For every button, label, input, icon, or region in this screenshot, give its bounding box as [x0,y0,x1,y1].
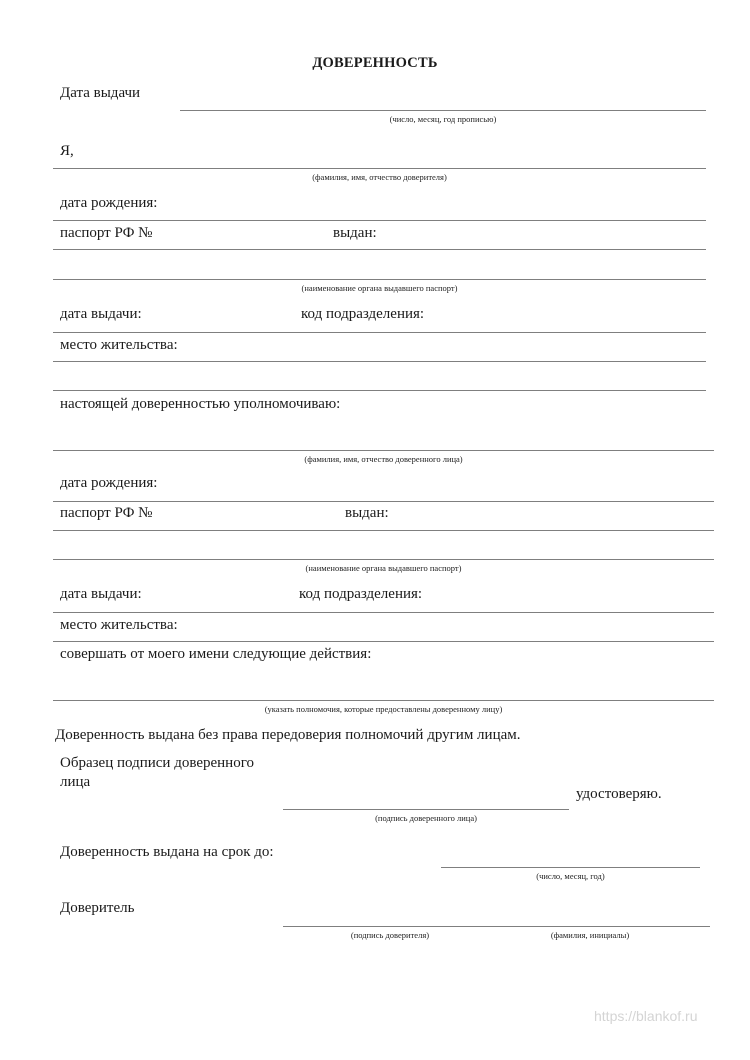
principal-passport-issue-date-field[interactable] [53,332,706,333]
issue-date-caption: (число, месяц, год прописью) [389,114,497,124]
validity-label: Доверенность выдана на срок до: [60,844,274,860]
attorney-passport-issue-date-field[interactable] [53,612,714,613]
principal-passport-issue-date-label: дата выдачи: [60,306,142,322]
principal-signature-label: Доверитель [60,900,135,916]
attorney-issuer-caption: (наименование органа выдавшего паспорт) [305,563,462,573]
attorney-issuer-field[interactable] [53,559,714,560]
attorney-residence-label: место жительства: [60,617,178,633]
principal-passport-label: паспорт РФ № [60,225,153,241]
signature-sample-label-line2: лица [60,774,91,790]
attorney-signature-field[interactable] [283,809,569,810]
actions-field[interactable] [53,700,714,701]
attorney-birth-date-field[interactable] [53,501,714,502]
principal-residence-field-2[interactable] [53,390,706,391]
principal-issuer-field[interactable] [53,279,706,280]
attorney-passport-issue-date-label: дата выдачи: [60,586,142,602]
principal-division-code-label: код подразделения: [301,306,425,322]
principal-intro: Я, [60,143,74,159]
issue-date-field[interactable] [180,110,706,111]
attorney-passport-field[interactable] [53,530,714,531]
authorize-text: настоящей доверенностью уполномочиваю: [60,396,341,412]
validity-date-caption: (число, месяц, год) [536,871,605,881]
issue-date-label: Дата выдачи [60,85,141,101]
principal-residence-label: место жительства: [60,337,178,353]
signature-sample-label-line1: Образец подписи доверенного [60,755,254,771]
attorney-name-field[interactable] [53,450,714,451]
principal-name-caption: (фамилия, имя, отчество доверителя) [312,172,447,182]
attorney-division-code-label: код подразделения: [299,586,423,602]
attorney-birth-date-label: дата рождения: [60,475,158,491]
attorney-signature-caption: (подпись доверенного лица) [375,813,477,823]
principal-name-field[interactable] [53,168,706,169]
principal-birth-date-label: дата рождения: [60,195,158,211]
no-substitution-text: Доверенность выдана без права передоверия полномочий другим лицам. [55,727,521,743]
attorney-name-caption: (фамилия, имя, отчество доверенного лица) [304,454,463,464]
actions-label: совершать от моего имени следующие действия: [60,646,372,662]
principal-issued-by-label: выдан: [333,225,377,241]
watermark-url: https://blankof.ru [594,1008,698,1024]
validity-date-field[interactable] [441,867,700,868]
attorney-residence-field[interactable] [53,641,714,642]
certify-text: удостоверяю. [576,786,662,802]
principal-birth-date-field[interactable] [53,220,706,221]
principal-signature-caption: (подпись доверителя) [350,930,430,940]
principal-residence-field[interactable] [53,361,706,362]
document-title: ДОВЕРЕННОСТЬ [312,55,438,71]
attorney-passport-label: паспорт РФ № [60,505,153,521]
principal-passport-field[interactable] [53,249,706,250]
principal-initials-caption: (фамилия, инициалы) [550,930,630,940]
principal-issuer-caption: (наименование органа выдавшего паспорт) [301,283,458,293]
principal-signature-field[interactable] [283,926,710,927]
attorney-issued-by-label: выдан: [345,505,389,521]
actions-caption: (указать полномочия, которые предоставлены доверенному лицу) [264,704,503,714]
